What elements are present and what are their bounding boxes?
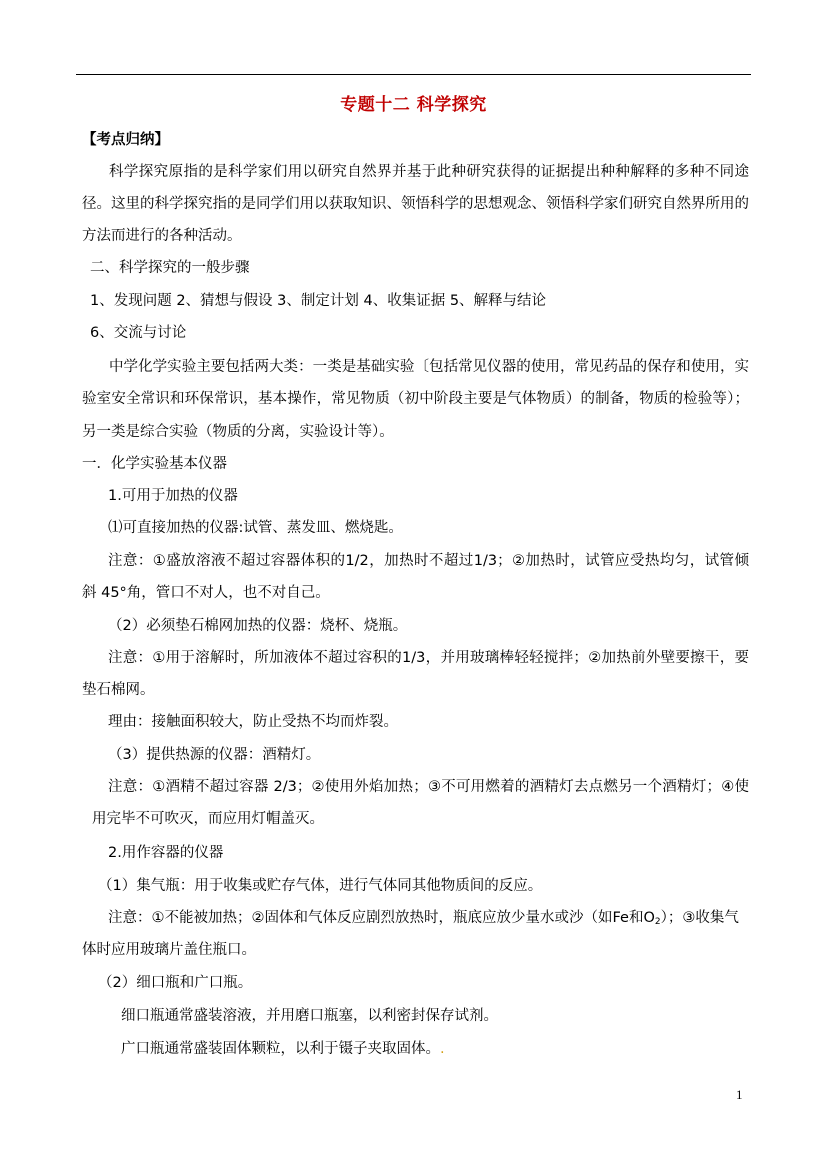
- heading-steps: 二、科学探究的一般步骤: [90, 260, 250, 276]
- paragraph-line: （2）必须垫石棉网加热的仪器：烧杯、烧瓶。: [108, 618, 408, 634]
- paragraph-line: （2）细口瓶和广口瓶。: [98, 975, 253, 991]
- note-text: 广口瓶通常盛装固体颗粒，以利于镊子夹取固体。: [121, 1041, 440, 1057]
- paragraph-line: [121, 1039, 445, 1059]
- steps-list: 1、发现问题 2、猜想与假设 3、制定计划 4、收集证据 5、解释与结论: [90, 293, 547, 309]
- paragraph-line: 用完毕不可吹灭，而应用灯帽盖灭。: [92, 811, 324, 827]
- paragraph-line: （1）集气瓶：用于收集或贮存气体，进行气体同其他物质间的反应。: [98, 878, 543, 894]
- paragraph-line: 径。这里的科学探究指的是同学们用以获取知识、领悟科学的思想观念、领悟科学家们研究自然界所用的: [82, 196, 749, 212]
- section-label: 【考点归纳】: [82, 132, 169, 148]
- paragraph-line: 注意：①用于溶解时，所加液体不超过容积的1/3，并用玻璃棒轻轻搅拌；②加热前外壁要擦干，要: [108, 650, 749, 666]
- subheading: 1.可用于加热的仪器: [108, 488, 238, 504]
- note-text: 注意：①不能被加热；②固体和气体反应剧烈放热时，瓶底应放少量水或沙（如Fe和O: [108, 910, 655, 926]
- paragraph-line: 注意：①酒精不超过容器 2/3；②使用外焰加热；③不可用燃着的酒精灯去点燃另一个酒精灯；④使: [108, 779, 749, 795]
- subscript: 2: [654, 917, 661, 927]
- paragraph-line: 体时应用玻璃片盖住瓶口。: [82, 942, 256, 958]
- paragraph-line: 细口瓶通常盛装溶液，并用磨口瓶塞，以利密封保存试剂。: [121, 1008, 498, 1024]
- paragraph-line: 方法而进行的各种活动。: [82, 228, 242, 244]
- paragraph-line: 注意：①盛放溶液不超过容器体积的1/2，加热时不超过1/3；②加热时，试管应受热均匀，试管倾: [108, 553, 749, 569]
- paragraph-line: 科学探究原指的是科学家们用以研究自然界并基于此种研究获得的证据提出种种解释的多种不同途: [109, 164, 749, 180]
- paragraph-line: 垫石棉网。: [82, 682, 155, 698]
- paragraph-line: 斜 45°角，管口不对人，也不对自己。: [82, 585, 330, 601]
- header-rule: [76, 74, 751, 75]
- paragraph-line: [108, 908, 739, 932]
- trailing-dot: .: [440, 1041, 445, 1057]
- paragraph-line: 另一类是综合实验（物质的分离，实验设计等）。: [82, 424, 394, 440]
- note-text: ）；③收集气: [660, 910, 739, 926]
- paragraph-line: 验室安全常识和环保常识，基本操作，常见物质（初中阶段主要是气体物质）的制备，物质的检验等）；: [82, 391, 749, 407]
- subheading: 2.用作容器的仪器: [108, 845, 224, 861]
- paragraph-line: 理由：接触面积较大，防止受热不均而炸裂。: [108, 714, 398, 730]
- heading-instruments: 一．化学实验基本仪器: [82, 456, 227, 472]
- paragraph-line: （3）提供热源的仪器：酒精灯。: [108, 747, 321, 763]
- page-title: 专题十二 科学探究: [340, 95, 487, 115]
- paragraph-line: ⑴可直接加热的仪器:试管、蒸发皿、燃烧匙。: [108, 520, 403, 536]
- paragraph-line: 中学化学实验主要包括两大类：一类是基础实验〔包括常见仪器的使用，常见药品的保存和使用，实: [109, 359, 749, 375]
- page-number: 1: [736, 1087, 743, 1102]
- steps-list: 6、交流与讨论: [90, 325, 187, 341]
